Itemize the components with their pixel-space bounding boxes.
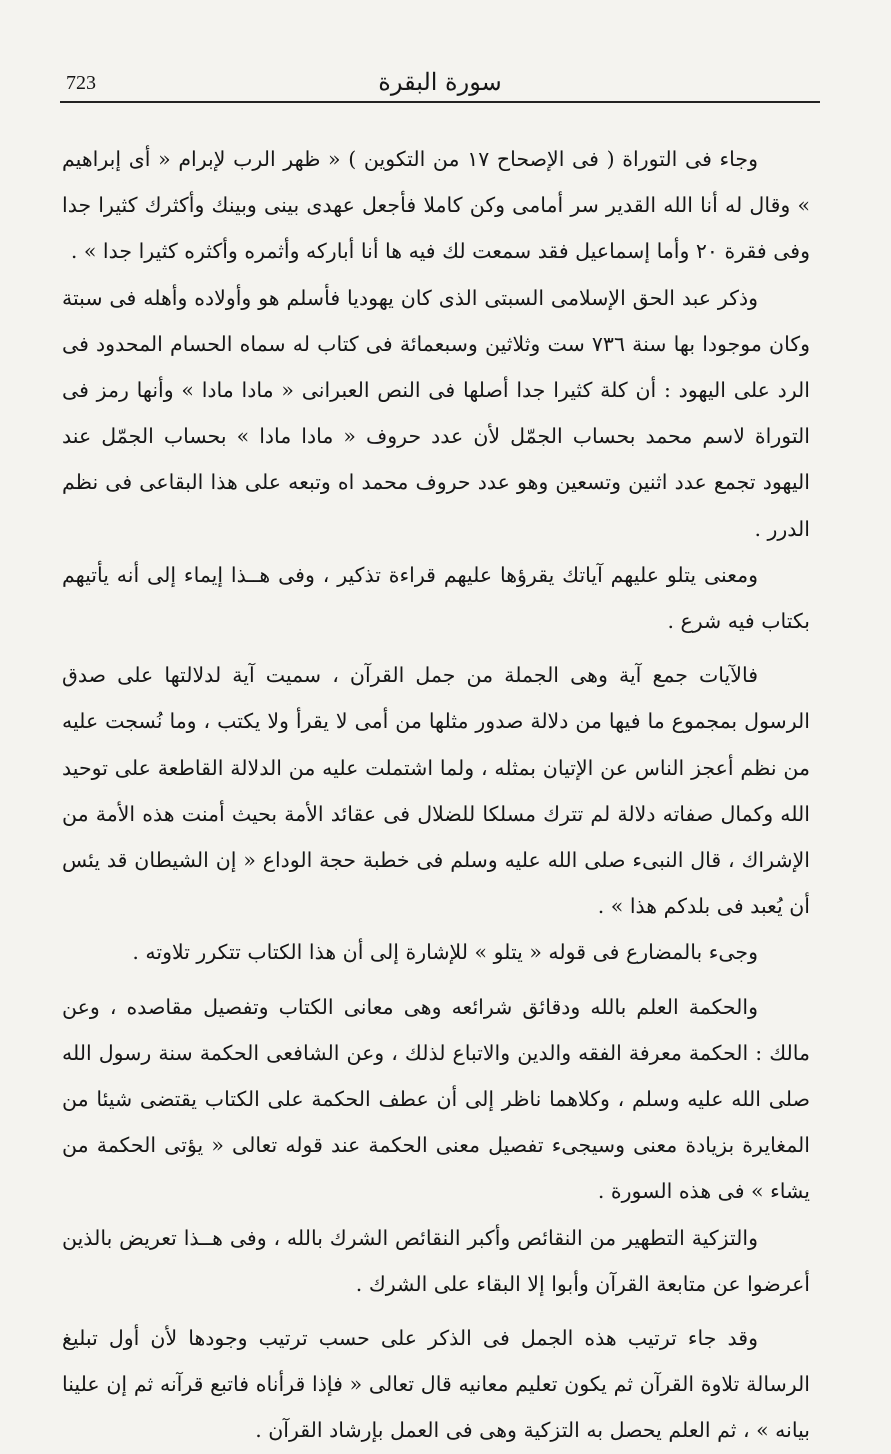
page-number: 723 xyxy=(66,72,96,94)
header-divider xyxy=(60,101,820,103)
paragraph-recitation: ومعنى يتلو عليهم آياتك يقرؤها عليهم قراءة تذكير ، وفى هــذا إيماء إلى أنه يأتيهم بكتاب فيه شرع . xyxy=(62,562,810,634)
paragraph-abdul-haqq: وذكر عبد الحق الإسلامى السبتى الذى كان يهوديا فأسلم هو وأولاده وأهله فى سبتة وكان موجودا بها سنة ٧٣٦ ست وثلاثين وسبعمائة فى كتاب له سماه الحسام المحدود فى الرد على اليهود : أن كلة كثيرا جدا أصلها فى النص العبرانى « مادا مادا » وأنها رمز فى التوراة لاسم محمد بحساب الجمّل لأن عدد حروف « مادا مادا » بحساب الجمّل عند اليهود تجمع عدد اثنين وتسعين وهو عدد حروف محمد اه وتبعه على هذا البقاعى فى نظم الدرر . xyxy=(62,285,810,541)
paragraph-purification: والتزكية التطهير من النقائص وأكبر النقائص الشرك بالله ، وفى هــذا تعريض بالذين أعرضوا عن متابعة القرآن وأبوا إلا البقاء على الشرك . xyxy=(62,1225,810,1296)
paragraph-order: وقد جاء ترتيب هذه الجمل فى الذكر على حسب ترتيب وجودها لأن أول تبليغ الرسالة تلاوة القرآن ثم يكون تعليم معانيه قال تعالى « فإذا قرأناه فاتبع قرآنه ثم إن علينا بيانه » ، ثم العلم يحصل به التزكية وهى فى العمل بإرشاد القرآن . xyxy=(62,1326,810,1443)
running-title: سورة البقرة xyxy=(378,68,502,96)
paragraph-present-tense: وجىء بالمضارع فى قوله « يتلو » للإشارة إلى أن هذا الكتاب تتكرر تلاوته . xyxy=(132,940,758,965)
paragraph-ayat: فالآيات جمع آية وهى الجملة من جمل القرآن ، سميت آية لدلالتها على صدق الرسول بمجموع ما فيها من دلالة صدور مثلها من أمى لا يقرأ ولا يكتب ، وما نُسجت عليه من نظم أعجز الناس عن الإتيان بمثله ، ولما اشتملت عليه من الدلالة القاطعة على توحيد الله وكمال صفاته دلالة لم تترك مسلكا للضلال فى عقائد الأمة بحيث أمنت هذه الأمة من الإشراك ، قال النبىء صلى الله عليه وسلم فى خطبة حجة الوداع « إن الشيطان قد يئس أن يُعبد فى بلدكم هذا » . xyxy=(62,663,810,919)
page-body xyxy=(62,136,810,1454)
paragraph-torah-quote: وجاء فى التوراة ( فى الإصحاح ١٧ من التكوين ) « ظهر الرب لإبرام « أى إبراهيم » وقال له أنا الله القدير سر أمامى وكن كاملا فأجعل عهدى بينى وبينك وأكثرك كثيرا جدا وفى فقرة ٢٠ وأما إسماعيل فقد سمعت لك فيه ها أنا أباركه وأثمره وأكثره كثيرا جدا » . xyxy=(62,147,810,264)
page-header xyxy=(60,60,820,96)
paragraph-wisdom: والحكمة العلم بالله ودقائق شرائعه وهى معانى الكتاب وتفصيل مقاصده ، وعن مالك : الحكمة معرفة الفقه والدين والاتباع لذلك ، وعن الشافعى الحكمة سنة رسول الله صلى الله عليه وسلم ، وكلاهما ناظر إلى أن عطف الحكمة على الكتاب يقتضى شيئا من المغايرة بزيادة معنى وسيجىء تفصيل معنى الحكمة عند قوله تعالى « يؤتى الحكمة من يشاء » فى هذه السورة . xyxy=(62,994,810,1204)
